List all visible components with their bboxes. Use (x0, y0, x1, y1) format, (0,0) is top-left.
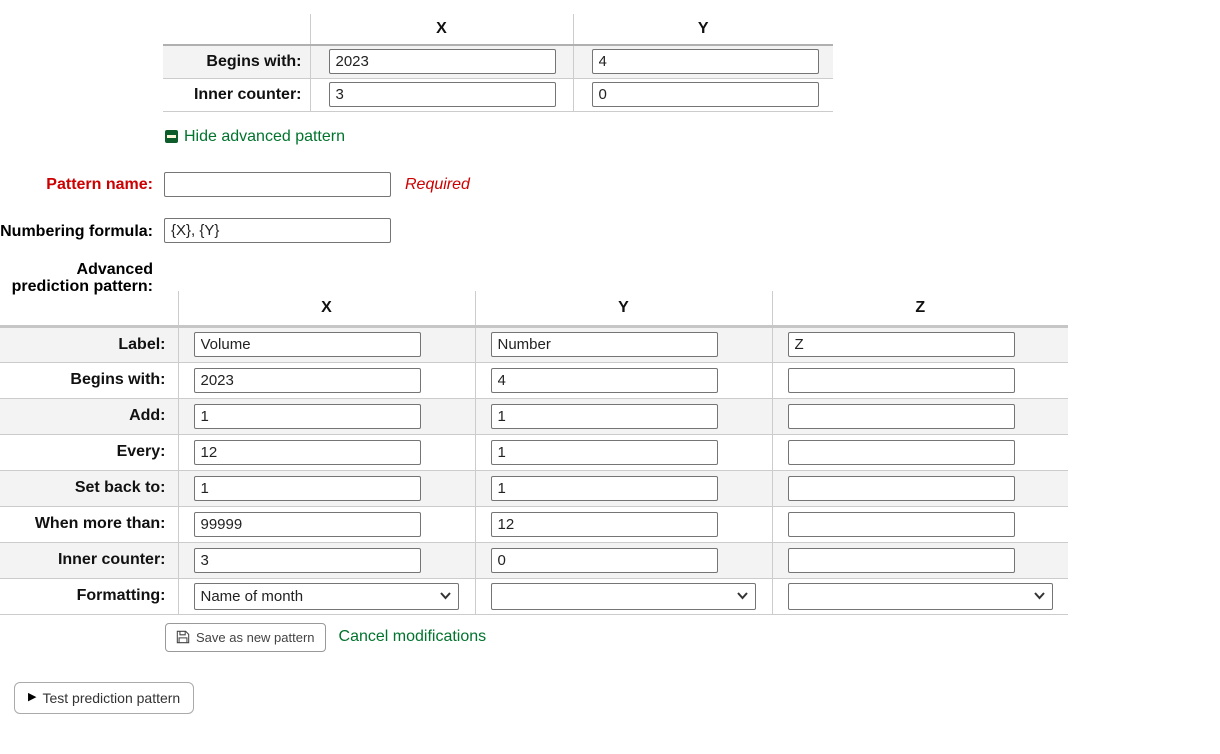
column-header-z: Z (772, 291, 1068, 326)
when-more-than-x-input[interactable] (194, 512, 421, 537)
inner-counter-x-input[interactable] (329, 82, 556, 107)
column-header-x: X (178, 291, 475, 326)
table-row (0, 542, 1068, 578)
table-row (0, 434, 1068, 470)
table-row (0, 578, 1068, 614)
inner-counter-y-input[interactable] (592, 82, 819, 107)
begins-with-x-input[interactable] (329, 49, 556, 74)
add-y-input[interactable] (491, 404, 718, 429)
set-back-to-y-input[interactable] (491, 476, 718, 501)
column-header-y: Y (475, 291, 772, 326)
advanced-prediction-pattern-label: Advanced prediction pattern: (11, 261, 153, 295)
table-row (163, 78, 833, 111)
row-label-label: Label: (0, 326, 178, 362)
formatting-x-select[interactable] (194, 583, 459, 610)
row-label-begins-with: Begins with: (163, 45, 310, 78)
empty-header-cell (163, 14, 310, 45)
row-label-every: Every: (0, 434, 178, 470)
table-row (0, 398, 1068, 434)
when-more-than-y-input[interactable] (491, 512, 718, 537)
begins-with-y-input[interactable] (592, 49, 819, 74)
hide-advanced-pattern-label: Hide advanced pattern (184, 127, 345, 145)
row-label-add: Add: (0, 398, 178, 434)
floppy-disk-icon (176, 630, 190, 644)
row-label-when-more-than: When more than: (0, 506, 178, 542)
column-header-y: Y (573, 14, 833, 45)
test-prediction-pattern-button[interactable] (14, 682, 194, 714)
set-back-to-x-input[interactable] (194, 476, 421, 501)
label-x-input[interactable] (194, 332, 421, 357)
begins-with-y-input[interactable] (491, 368, 718, 393)
begins-with-x-input[interactable] (194, 368, 421, 393)
every-x-input[interactable] (194, 440, 421, 465)
row-label-inner-counter: Inner counter: (163, 78, 310, 111)
table-row (163, 45, 833, 78)
column-header-x: X (310, 14, 573, 45)
when-more-than-z-input[interactable] (788, 512, 1015, 537)
test-button-label: Test prediction pattern (42, 689, 181, 706)
set-back-to-z-input[interactable] (788, 476, 1015, 501)
table-header-row (0, 291, 1068, 326)
row-label-formatting: Formatting: (0, 578, 178, 614)
every-z-input[interactable] (788, 440, 1015, 465)
hide-advanced-pattern-link[interactable] (165, 128, 345, 146)
inner-counter-y-input[interactable] (491, 548, 718, 573)
row-label-inner-counter: Inner counter: (0, 542, 178, 578)
every-y-input[interactable] (491, 440, 718, 465)
counter-summary-table (163, 14, 833, 112)
inner-counter-x-input[interactable] (194, 548, 421, 573)
add-x-input[interactable] (194, 404, 421, 429)
save-as-new-pattern-button[interactable] (165, 623, 326, 652)
table-row (0, 470, 1068, 506)
numbering-formula-input[interactable] (164, 218, 391, 243)
row-label-set-back-to: Set back to: (0, 470, 178, 506)
numbering-formula-label: Numbering formula: (0, 223, 153, 240)
formatting-z-select[interactable] (788, 583, 1053, 610)
table-row (0, 506, 1068, 542)
minus-square-icon (165, 130, 178, 143)
begins-with-z-input[interactable] (788, 368, 1015, 393)
play-icon: ▶ (28, 691, 37, 703)
add-z-input[interactable] (788, 404, 1015, 429)
cancel-modifications-link[interactable]: Cancel modifications (338, 628, 487, 645)
empty-header-cell (0, 291, 178, 326)
pattern-name-label: Pattern name: (46, 176, 153, 193)
formatting-y-select[interactable] (491, 583, 756, 610)
advanced-pattern-table (0, 291, 1068, 615)
save-button-label: Save as new pattern (196, 629, 315, 645)
required-hint: Required (405, 176, 470, 193)
label-y-input[interactable] (491, 332, 718, 357)
label-z-input[interactable] (788, 332, 1015, 357)
table-header-row (163, 14, 833, 45)
inner-counter-z-input[interactable] (788, 548, 1015, 573)
pattern-name-input[interactable] (164, 172, 391, 197)
table-row (0, 362, 1068, 398)
row-label-begins-with: Begins with: (0, 362, 178, 398)
table-row (0, 326, 1068, 362)
